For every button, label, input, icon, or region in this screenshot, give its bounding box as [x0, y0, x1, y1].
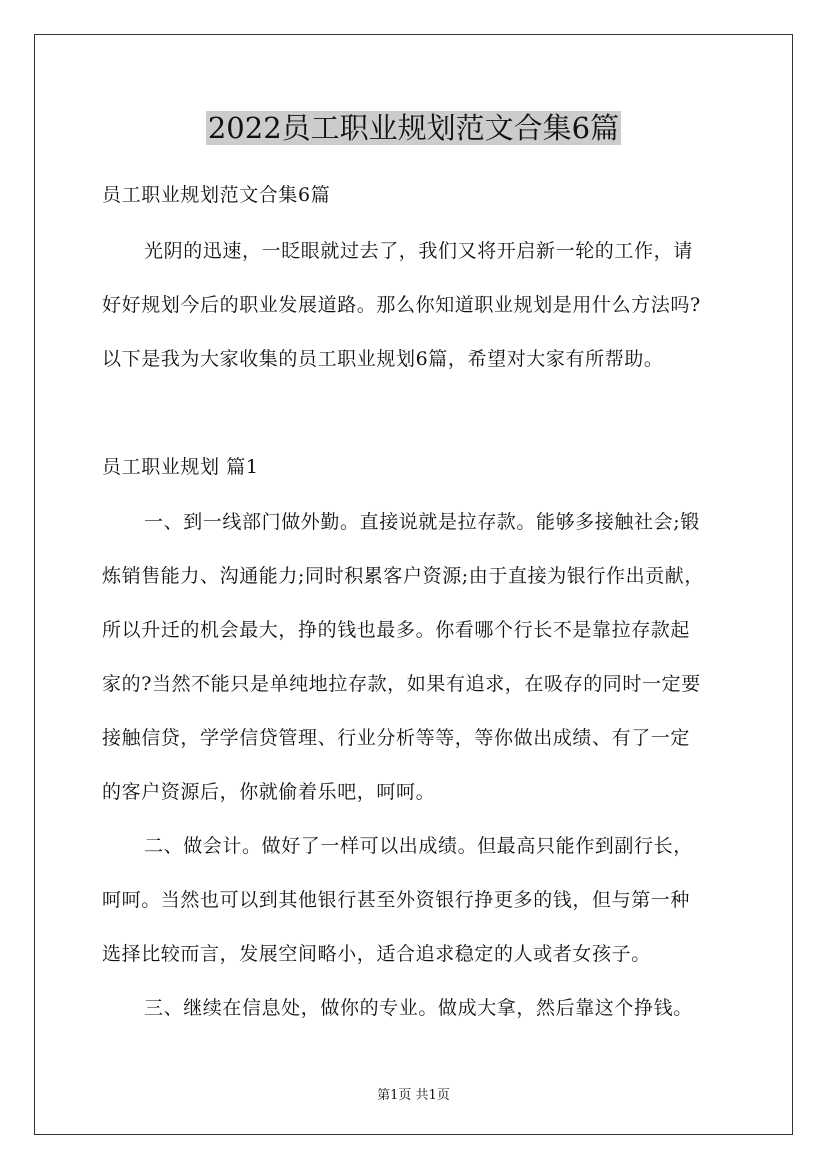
paragraph-line: 接触信贷，学学信贷管理、行业分析等等，等你做出成绩、有了一定 [102, 727, 691, 749]
title-text: 2022员工职业规划范文合集6篇 [207, 111, 620, 145]
paragraph-line: 二、做会计。做好了一样可以出成绩。但最高只能作到副行长， [144, 835, 693, 857]
paragraph-line: 三、继续在信息处，做你的专业。做成大拿，然后靠这个挣钱。 [144, 997, 693, 1019]
section-heading: 员工职业规划 篇1 [102, 456, 259, 478]
paragraph-line: 家的?当然不能只是单纯地拉存款，如果有追求，在吸存的同时一定要 [102, 673, 701, 695]
paragraph-line: 选择比较而言，发展空间略小，适合追求稳定的人或者女孩子。 [102, 943, 651, 965]
paragraph-line: 一、到一线部门做外勤。直接说就是拉存款。能够多接触社会;锻 [144, 511, 700, 533]
paragraph-line: 炼销售能力、沟通能力;同时积累客户资源;由于直接为银行作出贡献， [102, 565, 705, 587]
paragraph-line: 所以升迁的机会最大，挣的钱也最多。你看哪个行长不是靠拉存款起 [102, 619, 691, 641]
document-subtitle: 员工职业规划范文合集6篇 [102, 184, 331, 206]
document-page [34, 34, 793, 1135]
paragraph-line: 呵呵。当然也可以到其他银行甚至外资银行挣更多的钱，但与第一种 [102, 889, 691, 911]
intro-line: 以下是我为大家收集的员工职业规划6篇，希望对大家有所帮助。 [102, 348, 664, 370]
paragraph-line: 的客户资源后，你就偷着乐吧，呵呵。 [102, 781, 436, 803]
intro-line: 好好规划今后的职业发展道路。那么你知道职业规划是用什么方法吗? [102, 294, 701, 316]
document-title [35, 108, 792, 148]
page-footer: 第1页 共1页 [377, 1088, 450, 1103]
intro-line: 光阴的迅速，一眨眼就过去了，我们又将开启新一轮的工作，请 [144, 240, 693, 262]
